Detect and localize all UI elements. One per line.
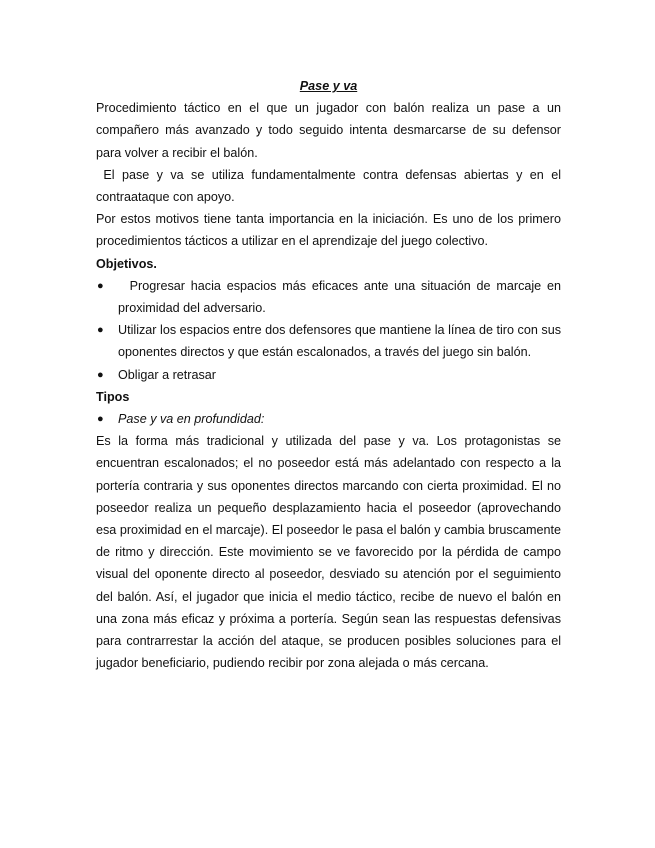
types-heading: Tipos: [96, 389, 130, 404]
objective-text: Utilizar los espacios entre dos defensores que mantiene la línea de tiro con sus oponentes directos y que están escalonados, a través del juego sin balón.: [118, 323, 561, 360]
objective-text: Obligar a retrasar: [118, 367, 216, 382]
objective-item: [96, 319, 561, 363]
intro-paragraph-3: Por estos motivos tiene tanta importancia en la iniciación. Es uno de los primero procedimientos tácticos a utilizar en el aprendizaje del juego colectivo.: [96, 212, 561, 249]
objectives-heading: Objetivos.: [96, 256, 157, 271]
intro-paragraph-1: Procedimiento táctico en el que un jugador con balón realiza un pase a un compañero más avanzado y todo seguido intenta desmarcarse de su defensor para volver a recibir el balón.: [96, 101, 561, 160]
type-description: Es la forma más tradicional y utilizada del pase y va. Los protagonistas se encuentran escalonados; el no poseedor está más adelantado con respecto a la portería contraria y sus oponentes directos marcando con cierta proximidad. El no poseedor realiza un pequeño desplazamiento hacia el poseedor (aprovechando esa proximidad en el marcaje). El poseedor le pasa el balón y cambia bruscamente de ritmo y dirección. Este movimiento se ve favorecido por la pérdida de campo visual del oponente directo al poseedor, desviado su atención por el seguimiento del balón. Así, el jugador que inicia el medio táctico, recibe de nuevo el balón en una zona más eficaz y próxima a portería. Según sean las respuestas defensivas para contrarrestar la acción del ataque, se producen posibles soluciones para el jugador beneficiario, pudiendo recibir por zona alejada o más cercana.: [96, 434, 561, 671]
bullet-icon: ●: [97, 413, 104, 426]
document-title: Pase y va: [299, 79, 358, 93]
bullet-icon: ●: [97, 324, 104, 337]
document-page: [96, 75, 565, 674]
bullet-icon: ●: [97, 279, 104, 292]
intro-paragraph-2: El pase y va se utiliza fundamentalmente contra defensas abiertas y en el contraataque con apoyo.: [96, 167, 565, 205]
type-item: [96, 408, 561, 430]
objective-item: [96, 364, 561, 386]
bullet-icon: ●: [97, 368, 104, 381]
objective-text: Progresar hacia espacios más eficaces ante una situación de marcaje en proximidad del adversario.: [118, 278, 565, 316]
type-label: Pase y va en profundidad:: [118, 412, 265, 427]
objective-item: [96, 275, 565, 319]
